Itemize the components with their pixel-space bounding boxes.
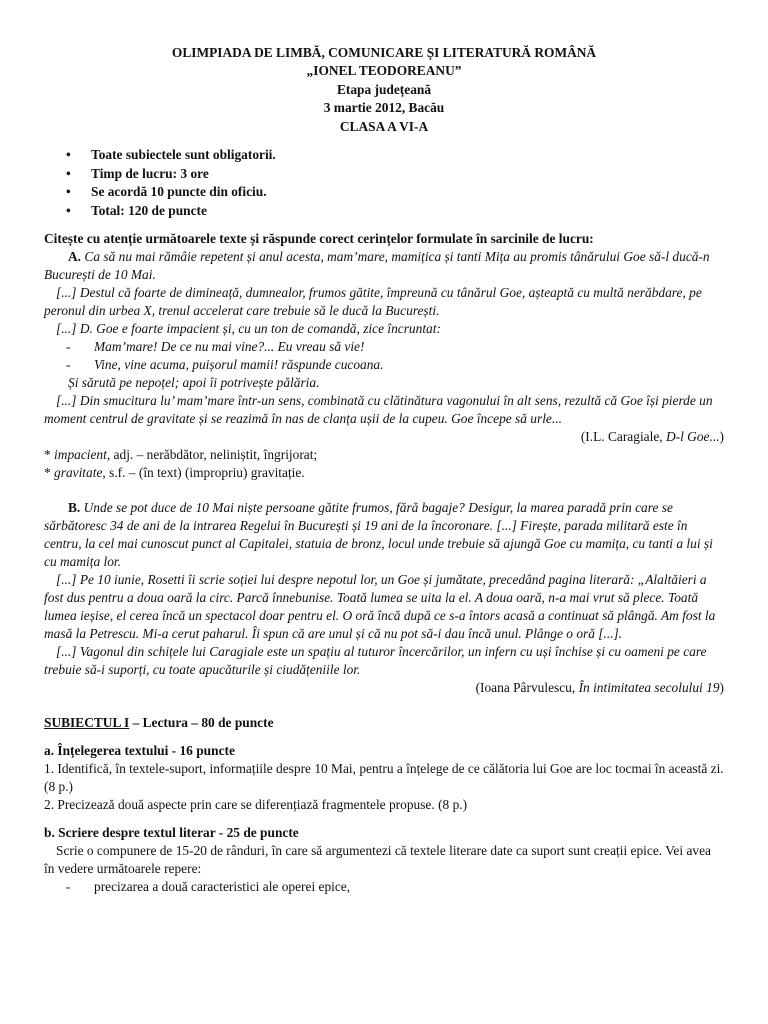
text-b: B. Unde se pot duce de 10 Mai niște persoane gătite frumos, fără bagaje? Desigur, la marea paradă prin care se sărbătoresc 34 de ani de la intrarea Regelui în București și 19 ani de la încoronare. [...] Firește, parada militară este în centru, la cel mai cunoscut punct al Capitalei, statuia de bronz, locul unde trebuie să ajungă Goe cu mamița, cu tanti a lui și cu mamița lor. [...] Pe 10 iunie, Rosetti îi scrie soției lui despre nepotul lor, un Goe și jumătate, precedând pagina literară: „Alaltăieri a fost dus pentru a doua oară la circ. Parcă înnebunise. Toată lumea se uita la el. A doua oară, n-a mai vrut să plece. Toată lumea ieșise, el cerea încă un spectacol doar pentru el. O oră încă după ce s-a întors acasă a continuat să plângă. Am fost la masă la Petrescu. Mi-a cerut paharul. Îi spun că are unul și că nu pot să-i dau încă unul. Plânge o oră [...]. [...] Vagonul din schițele lui Caragiale este un spațiu al tuturor încercărilor, un infern cu uși închise și cu oameni pe care trebuie să-i suporți, cu toate apucăturile și ciudățeniile lor. (Ioana Pârvulescu, În intimitatea secolului 19) — [44, 500, 724, 696]
section-a-title: a. Înțelegerea textului - 16 puncte — [44, 743, 235, 759]
text-a: A. Ca să nu mai rămâie repetent și anul acesta, mam’mare, mamițica și tanti Mița au promis tânărului Goe să-l ducă-n București de 10 Mai. [...] Destul că foarte de dimineață, dumnealor, frumos gătite, împreună cu tânărul Goe, așteaptă cu multă nerăbdare, pe peronul din urbea X, trenul accelerat care trebuie să le ducă la București. [...] D. Goe e foarte impacient și, cu un ton de comandă, zice încruntat: - Mam’mare! De ce nu mai vine?... Eu vreau să vie! - Vine, vine acuma, puișorul mamii! răspunde cucoana. Și sărută pe nepoțel; apoi îi potrivește pălăria. [...] Din smucitura lu’ mam’mare într-un sens, combinată cu clătinătura vagonului în alt sens, rezultă că Goe își pierde un moment centrul de gravitate și se reazimă în nas de clanța ușii de la cupeu. Goe începe să urle... (I.L. Caragiale, D-l Goe...) — [44, 249, 724, 445]
question-2: 2. Precizează două aspecte prin care se diferențiază fragmentele propuse. (8 p.) — [44, 797, 468, 813]
glossary-item: * impacient, adj. – nerăbdător, neliniștit, îngrijorat; — [44, 447, 318, 463]
section-b-title: b. Scriere despre textul literar - 25 de puncte — [44, 825, 299, 841]
section-a — [44, 742, 724, 814]
text-a-source: (I.L. Caragiale, D-l Goe...) — [580, 429, 724, 445]
text-b-label: B. — [68, 500, 81, 516]
rules-list — [44, 146, 724, 220]
olympiad-name: „IONEL TEODOREANU” — [306, 63, 462, 79]
question-1: 1. Identifică, în textele-suport, informațiile despre 10 Mai, pentru a înțelege de ce călătoria lui Goe are loc tocmai în această zi. (8 p.) — [44, 761, 724, 795]
text-a-label: A. — [68, 249, 82, 265]
bullet-icon: • — [66, 165, 71, 181]
rule-item: • Se acordă 10 puncte din oficiu. — [66, 184, 267, 200]
bullet-icon: • — [66, 184, 71, 200]
text-b-source: (Ioana Pârvulescu, În intimitatea secolului 19) — [475, 680, 724, 696]
bullet-icon: • — [66, 147, 71, 163]
stage: Etapa județeană — [336, 81, 432, 97]
section-b-task: Scrie o compunere de 15-20 de rânduri, în care să argumentezi că textele literare date ca suport sunt creații epice. Vei avea în vedere următoarele repere: — [44, 843, 711, 877]
glossary — [44, 446, 724, 482]
rule-item: • Timp de lucru: 3 ore — [66, 165, 209, 181]
olympiad-title: OLIMPIADA DE LIMBĂ, COMUNICARE ȘI LITERATURĂ ROMÂNĂ — [171, 45, 597, 60]
glossary-item: * gravitate, s.f. – (în text) (impropriu) gravitație. — [44, 465, 305, 481]
rule-item: • Toate subiectele sunt obligatorii. — [66, 147, 276, 163]
rule-item: • Total: 120 de puncte — [66, 202, 207, 218]
criteria-item: - precizarea a două caracteristici ale operei epice, — [66, 879, 351, 895]
grade: CLASA A VI-A — [339, 118, 429, 134]
section-b — [44, 824, 724, 896]
subject-1-heading: SUBIECTUL I – Lectura – 80 de puncte — [44, 715, 274, 731]
date-place: 3 martie 2012, Bacău — [323, 100, 445, 116]
document-page — [44, 44, 724, 896]
header — [44, 44, 724, 136]
bullet-icon: • — [66, 202, 71, 218]
instruction: Citește cu atenție următoarele texte și răspunde corect cerințelor formulate în sarcinile de lucru: — [44, 231, 594, 247]
